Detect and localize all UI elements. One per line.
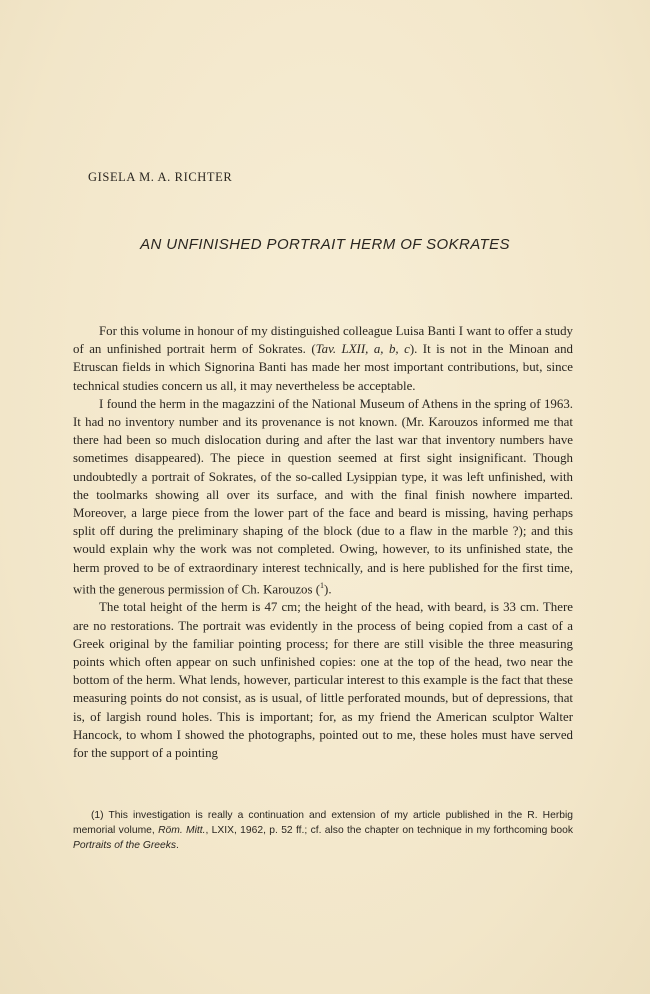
footnote-book-title: Portraits of the Greeks (73, 840, 177, 852)
footnote-text-mid: , LXIX, 1962, p. 52 ff.; cf. also the chapter on technique in my forthcoming book (205, 825, 573, 837)
paragraph-1 (73, 322, 573, 395)
author-name: GISELA M. A. RICHTER (88, 170, 233, 184)
paragraph-2-text: I found the herm in the magazzini of the National Museum of Athens in the spring of 1963. It had no inventory number and its provenance is not known. (Mr. Karouzos informed me that there had been so much dislocation during and after the last war that inventory numbers have sometimes disappeared). The piece in question seemed at first sight insignificant. Though undoubtedly a portrait of Sokrates, of the so-called Lysippian type, it was left unfinished, with the toolmarks showing all over its surface, and with the final finish nowhere imparted. Moreover, a large piece from the lower part of the face and beard is missing, having perhaps split off during the preliminary shaping of the block (due to a flaw in the marble ?); and this would explain why the work was not completed. Owing, however, to its unfinished state, the herm proved to be of extraordinary interest technically, and is here published for the first time, with the generous permission of Ch. Karouzos ( (73, 396, 573, 597)
paragraph-1-text: For this volume in honour of my distinguished colleague Luisa Banti I want to offer a study of an unfinished portrait herm of Sokrates. ( (73, 324, 573, 357)
paragraph-3 (73, 598, 573, 762)
paragraph-2-text-end: ). (324, 582, 332, 597)
footnote-text-end: . (176, 840, 179, 852)
paragraph-1-text-end: ). It is not in the Minoan and Etruscan fields in which Signorina Banti has made her most important contributions, but, since technical studies concern us all, it may nevertheless be acceptable. (73, 342, 573, 393)
footnote-journal: Röm. Mitt. (158, 825, 206, 837)
footnote-marker: 1 (320, 580, 325, 590)
paragraph-2 (73, 395, 573, 599)
plate-reference: Tav. LXII, a, b, c (315, 342, 410, 357)
footnote (73, 808, 573, 854)
article-body (73, 322, 573, 762)
paragraph-3-text: The total height of the herm is 47 cm; the height of the head, with beard, is 33 cm. There are no restorations. The portrait was evidently in the process of being copied from a cast of a Greek original by the familiar pointing process; for there are still visible the three measuring points which often appear on such unfinished copies: one at the top of the head, two near the bottom of the herm. What lends, however, particular interest to this example is the fact that these measuring points do not consist, as is usual, of little perforated mounds, but of depressions, that is, of largish round holes. This is important; for, as my friend the American sculptor Walter Hancock, to whom I showed the photographs, pointed out to me, these holes must have served for the support of a pointing (73, 600, 573, 760)
footnote-text: (1) This investigation is really a continuation and extension of my article published in the R. Herbig memorial volume, (73, 810, 573, 837)
article-title: AN UNFINISHED PORTRAIT HERM OF SOKRATES (140, 236, 510, 253)
footnote-1 (73, 808, 573, 854)
